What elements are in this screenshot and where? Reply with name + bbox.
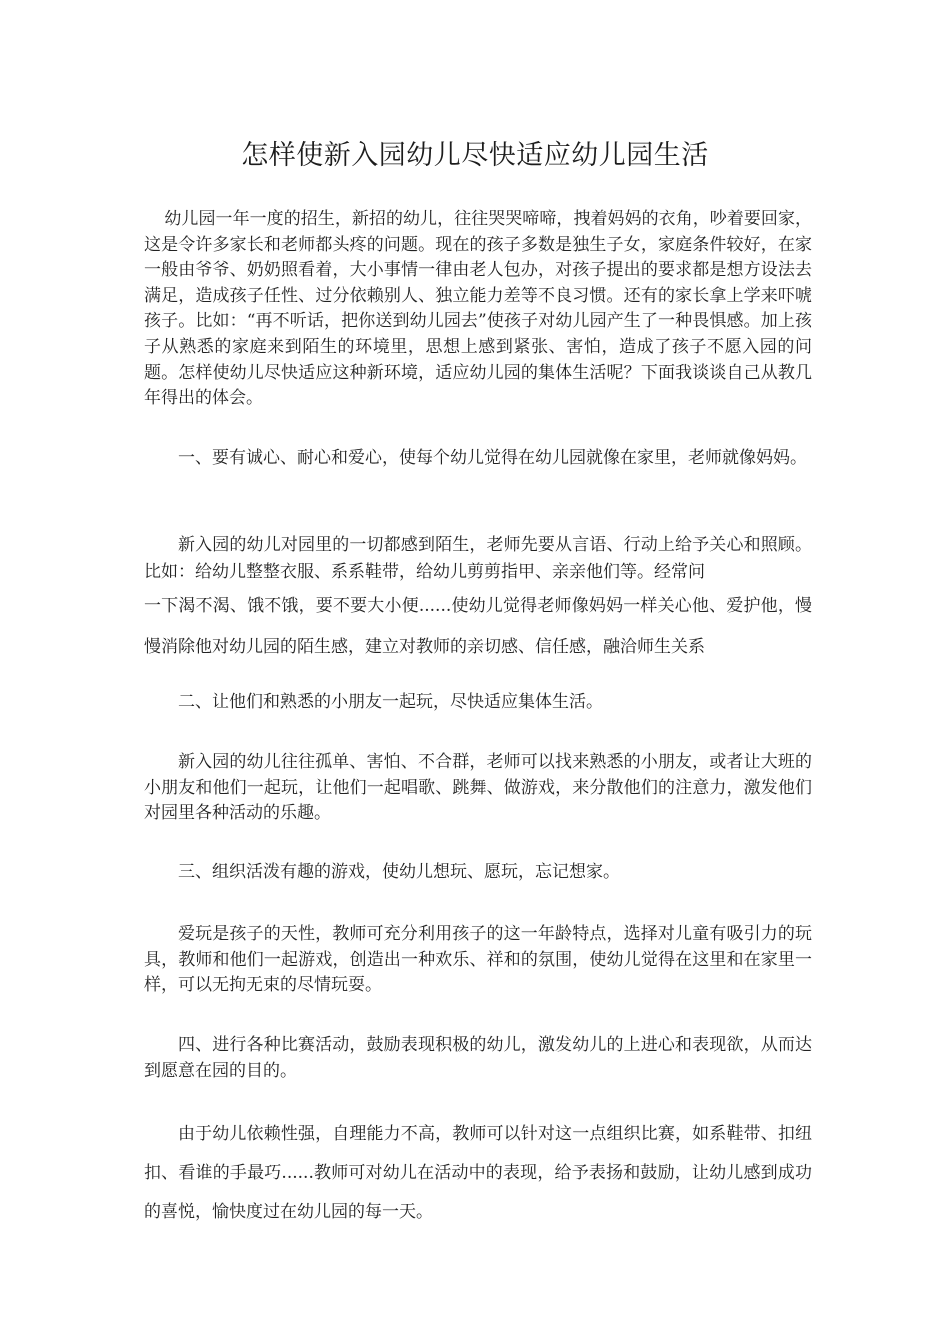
section-body-3: 爱玩是孩子的天性，教师可充分利用孩子的这一年龄特点，选择对儿童有吸引力的玩具，教师和他们一起游戏，创造出一种欢乐、祥和的氛围，使幼儿觉得在这里和在家里一样，可以无拘无束的尽情玩耍。: [144, 924, 812, 996]
intro-paragraph: 幼儿园一年一度的招生，新招的幼儿，往往哭哭啼啼，拽着妈妈的衣角，吵着要回家，这是令许多家长和老师都头疼的问题。现在的孩子多数是独生子女，家庭条件较好，在家一般由爷爷、奶奶照看着，大小事情一律由老人包办，对孩子提出的要求都是想方设法去满足，造成孩子任性、过分依赖别人、独立能力差等不良习惯。还有的家长拿上学来吓唬孩子。比如：“再不听话，把你送到幼儿园去”使孩子对幼儿园产生了一种畏惧感。加上孩子从熟悉的家庭来到陌生的环境里，思想上感到紧张、害怕，造成了孩子不愿入园的问题。怎样使幼儿尽快适应这种新环境，适应幼儿园的集体生活呢？下面我谈谈自己从教几年得出的体会。: [144, 209, 812, 409]
section-body-4: 由于幼儿依赖性强，自理能力不高，教师可以针对这一点组织比赛，如系鞋带、扣纽扣、看谁的手最巧......教师可对幼儿在活动中的表现，给予表扬和鼓励，让幼儿感到成功的喜悦，愉快度过在幼儿园的每一天。: [144, 1124, 812, 1222]
section-body-2: 新入园的幼儿往往孤单、害怕、不合群，老师可以找来熟悉的小朋友，或者让大班的小朋友和他们一起玩，让他们一起唱歌、跳舞、做游戏，来分散他们的注意力，激发他们对园里各种活动的乐趣。: [144, 752, 812, 824]
section-body-1-tail: 一下渴不渴、饿不饿，要不要大小便......使幼儿觉得老师像妈妈一样关心他、爱护他，慢慢消除他对幼儿园的陌生感，建立对教师的亲切感、信任感，融洽师生关系: [144, 596, 812, 657]
section-body-1: [144, 532, 812, 668]
section-heading-2: 二、让他们和熟悉的小朋友一起玩，尽快适应集体生活。: [178, 692, 603, 712]
section-body-1-head: 新入园的幼儿对园里的一切都感到陌生，老师先要从言语、行动上给予关心和照顾。比如：给幼儿整整衣服、系系鞋带，给幼儿剪剪指甲、亲亲他们等。经常问: [144, 535, 812, 582]
document-title: 怎样使新入园幼儿尽快适应幼儿园生活: [241, 140, 709, 171]
section-heading-4: 四、进行各种比赛活动，鼓励表现积极的幼儿，激发幼儿的上进心和表现欲，从而达到愿意在园的目的。: [144, 1035, 812, 1081]
section-heading-3: 三、组织活泼有趣的游戏，使幼儿想玩、愿玩，忘记想家。: [178, 862, 620, 882]
section-heading-1: 一、要有诚心、耐心和爱心，使每个幼儿觉得在幼儿园就像在家里，老师就像妈妈。: [178, 448, 807, 468]
